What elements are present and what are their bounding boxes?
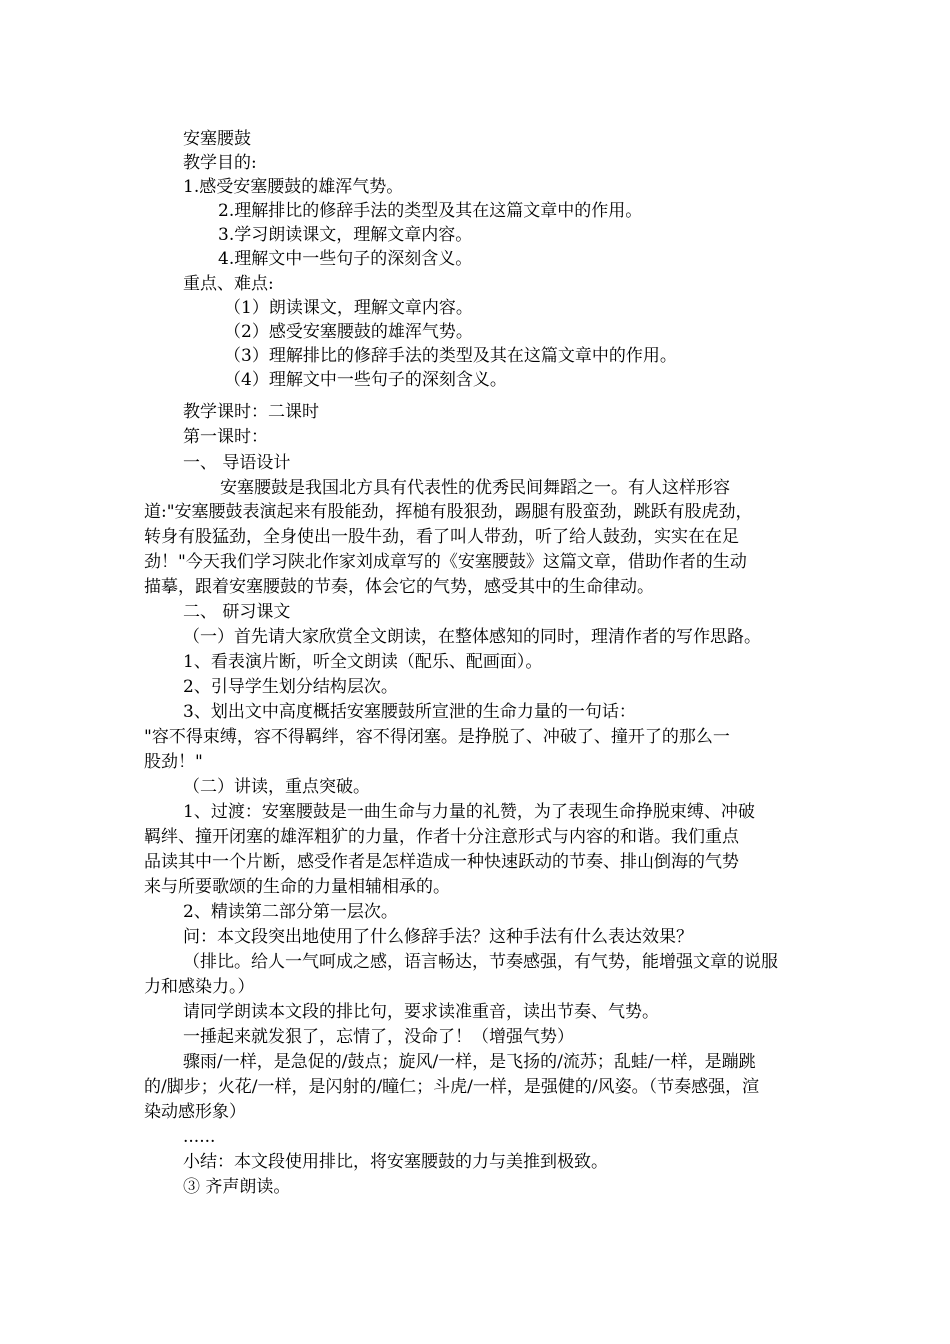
item-2: 2、精读第二部分第一层次。 [183, 902, 398, 922]
key-point: （2）感受安塞腰鼓的雄浑气势。 [224, 322, 473, 342]
example-2-line: 的/脚步；火花/一样，是闪射的/瞳仁；斗虎/一样，是强健的/风姿。（节奏感强，渲 [144, 1077, 760, 1097]
part1-heading: （一）首先请大家欣赏全文朗读，在整体感知的同时，理清作者的写作思路。 [183, 627, 761, 647]
goal-item: 1.感受安塞腰鼓的雄浑气势。 [183, 177, 404, 197]
section1-heading: 一、 导语设计 [183, 453, 291, 473]
transition-line: 来与所要歌颂的生命的力量相辅相承的。 [144, 877, 450, 897]
transition-line: 羁绊、撞开闭塞的雄浑粗犷的力量，作者十分注意形式与内容的和谐。我们重点 [144, 827, 739, 847]
part1-item: 2、引导学生划分结构层次。 [183, 677, 398, 697]
part2-heading: （二）讲读，重点突破。 [183, 777, 370, 797]
goal-item: 4.理解文中一些句子的深刻含义。 [218, 249, 473, 269]
ellipsis: ...... [183, 1127, 216, 1147]
goal-item: 3.学习朗读课文，理解文章内容。 [218, 225, 473, 245]
intro-line: 道:"安塞腰鼓表演起来有股能劲，挥槌有股狠劲，踢腿有股蛮劲，跳跃有股虎劲， [144, 502, 753, 522]
key-heading: 重点、难点: [183, 274, 274, 294]
goals-heading: 教学目的: [183, 153, 257, 173]
quote-line: "容不得束缚，容不得羁绊，容不得闭塞。是挣脱了、冲破了、撞开了的那么一 [144, 727, 730, 747]
key-point: （1）朗读课文，理解文章内容。 [224, 298, 473, 318]
quote-line: 股劲！" [144, 752, 203, 772]
key-point: （4）理解文中一些句子的深刻含义。 [224, 370, 507, 390]
example-2-line: 染动感形象） [144, 1102, 246, 1122]
goal-item: 2.理解排比的修辞手法的类型及其在这篇文章中的作用。 [218, 201, 643, 221]
summary: 小结：本文段使用排比，将安塞腰鼓的力与美推到极致。 [183, 1152, 608, 1172]
read-request: 请同学朗读本文段的排比句，要求读准重音，读出节奏、气势。 [183, 1002, 659, 1022]
intro-line: 劲！"今天我们学习陕北作家刘成章写的《安塞腰鼓》这篇文章，借助作者的生动 [144, 552, 747, 572]
doc-title: 安塞腰鼓 [183, 129, 251, 149]
part1-item: 1、看表演片断，听全文朗读（配乐、配画面）。 [183, 652, 543, 672]
part1-item: 3、划出文中高度概括安塞腰鼓所宣泄的生命力量的一句话： [183, 702, 636, 722]
intro-line: 转身有股猛劲，全身使出一股牛劲，看了叫人带劲，听了给人鼓劲，实实在在足 [144, 527, 739, 547]
read-all: ③ 齐声朗读。 [183, 1177, 291, 1197]
first-lesson: 第一课时： [183, 427, 268, 447]
section2-heading: 二、 研习课文 [183, 602, 291, 622]
transition-line: 1、过渡：安塞腰鼓是一曲生命与力量的礼赞，为了表现生命挣脱束缚、冲破 [183, 802, 755, 822]
example-1: 一捶起来就发狠了，忘情了，没命了！（增强气势） [183, 1027, 574, 1047]
question: 问：本文段突出地使用了什么修辞手法？这种手法有什么表达效果？ [183, 927, 693, 947]
transition-line: 品读其中一个片断，感受作者是怎样造成一种快速跃动的节奏、排山倒海的气势 [144, 852, 739, 872]
intro-line: 安塞腰鼓是我国北方具有代表性的优秀民间舞蹈之一。有人这样形容 [220, 478, 730, 498]
answer-line: （排比。给人一气呵成之感，语言畅达，节奏感强，有气势，能增强文章的说服 [183, 952, 778, 972]
example-2-line: 骤雨/一样，是急促的/鼓点；旋风/一样，是飞扬的/流苏；乱蛙/一样，是蹦跳 [183, 1052, 756, 1072]
key-point: （3）理解排比的修辞手法的类型及其在这篇文章中的作用。 [224, 346, 677, 366]
answer-line: 力和感染力。） [144, 977, 255, 997]
intro-line: 描摹，跟着安塞腰鼓的节奏，体会它的气势，感受其中的生命律动。 [144, 577, 654, 597]
teaching-hours: 教学课时：二课时 [183, 402, 319, 422]
